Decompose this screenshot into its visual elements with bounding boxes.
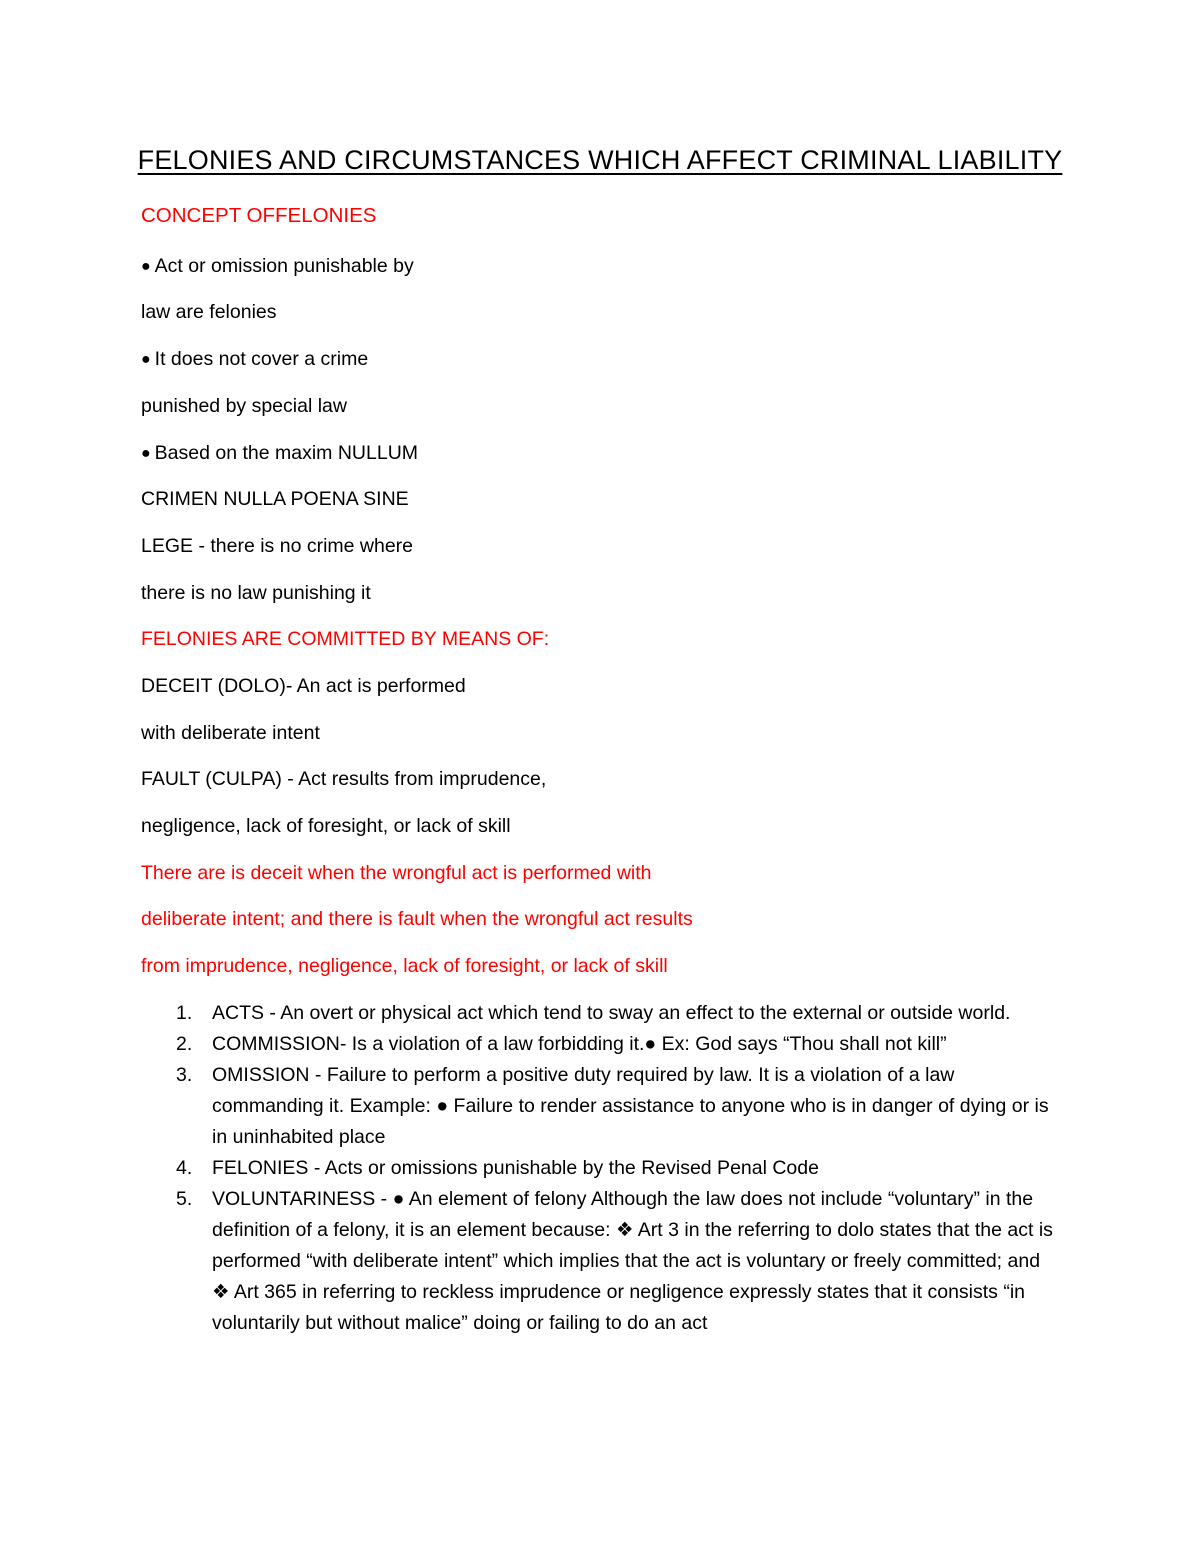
section-heading-means: FELONIES ARE COMMITTED BY MEANS OF:: [141, 628, 550, 650]
text-line: FAULT (CULPA) - Act results from imprudence,: [141, 768, 547, 790]
red-paragraph-line: deliberate intent; and there is fault when the wrongful act results: [141, 908, 693, 930]
line-text: It does not cover a crime: [154, 348, 369, 370]
list-item-number: 3.: [176, 1064, 193, 1086]
text-line: law are felonies: [141, 301, 277, 323]
document-title: FELONIES AND CIRCUMSTANCES WHICH AFFECT CRIMINAL LIABILITY: [137, 145, 1063, 175]
bullet-line: [141, 346, 368, 373]
text-line: DECEIT (DOLO)- An act is performed: [141, 675, 466, 697]
bullet-line: [141, 440, 418, 467]
list-item-number: 2.: [176, 1033, 193, 1055]
text-line: with deliberate intent: [141, 722, 320, 744]
line-text: Act or omission punishable by: [154, 255, 414, 277]
list-item-text: OMISSION - Failure to perform a positive duty required by law. It is a violation of a law commanding it. Example: ● Failure to render assistance to anyone who is in danger of dying or is in uninhabited place: [212, 1064, 1049, 1148]
bullet-icon: ●: [141, 258, 151, 275]
list-item-number: 5.: [176, 1188, 193, 1210]
text-line: negligence, lack of foresight, or lack of skill: [141, 815, 511, 837]
list-item: [160, 1184, 1060, 1339]
numbered-list: [160, 998, 1060, 1339]
red-paragraph-line: from imprudence, negligence, lack of foresight, or lack of skill: [141, 955, 668, 977]
list-item: [160, 1060, 1060, 1153]
list-item: [160, 998, 1060, 1029]
text-line: punished by special law: [141, 395, 347, 417]
list-item-number: 1.: [176, 1002, 193, 1024]
bullet-icon: ●: [141, 445, 151, 462]
line-text: Based on the maxim NULLUM: [154, 442, 419, 464]
list-item: [160, 1153, 1060, 1184]
red-paragraph-line: There are is deceit when the wrongful act is performed with: [141, 862, 652, 884]
list-item: [160, 1029, 1060, 1060]
text-line: LEGE - there is no crime where: [141, 535, 414, 557]
list-item-text: ACTS - An overt or physical act which tend to sway an effect to the external or outside world.: [212, 1002, 1011, 1024]
text-line: there is no law punishing it: [141, 582, 371, 604]
text-line: CRIMEN NULLA POENA SINE: [141, 488, 409, 510]
bullet-line: [141, 253, 414, 280]
list-item-text: COMMISSION- Is a violation of a law forbidding it.● Ex: God says “Thou shall not kill”: [212, 1033, 947, 1055]
list-item-text: FELONIES - Acts or omissions punishable by the Revised Penal Code: [212, 1157, 819, 1179]
list-item-number: 4.: [176, 1157, 193, 1179]
list-item-text: VOLUNTARINESS - ● An element of felony Although the law does not include “voluntary” in the definition of a felony, it is an element because: ❖ Art 3 in the referring to dolo states that the act is performed “with deliberate intent” which implies that the act is voluntary or freely committed; and ❖ Art 365 in referring to reckless imprudence or negligence expressly states that it consists “in voluntarily but without malice” doing or failing to do an act: [212, 1188, 1053, 1334]
bullet-icon: ●: [141, 351, 151, 368]
section-heading-concept: CONCEPT OFFELONIES: [141, 204, 377, 227]
